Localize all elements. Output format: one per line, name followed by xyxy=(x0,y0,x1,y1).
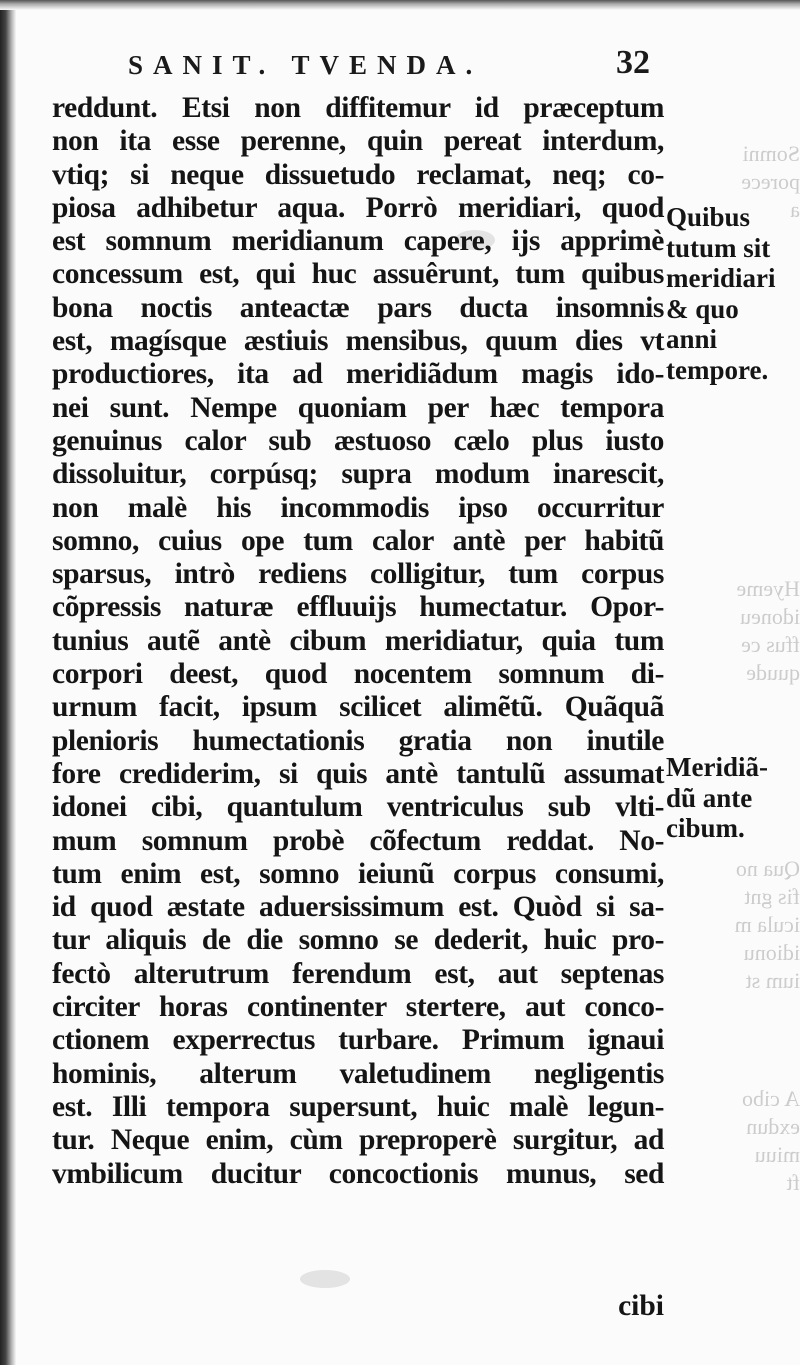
text-line: cõpressis naturæ effluuijs humectatur. Opor- xyxy=(52,591,664,624)
text-line: id quod æstate aduersissimum est. Quòd si sa- xyxy=(52,891,664,924)
bleed-through-text: A cibo exdun miuu ft xyxy=(741,1086,800,1195)
text-line: corpori deest, quod nocentem somnum di- xyxy=(52,658,664,691)
bleed-through-text: Somni porece a xyxy=(741,141,800,222)
text-line: piosa adhibetur aqua. Porrò meridiari, quod xyxy=(52,191,664,224)
text-line: tur aliquis de die somno se dederit, huic pro- xyxy=(52,924,664,957)
text-line: nei sunt. Nempe quoniam per hæc tempora xyxy=(52,391,664,424)
text-line: genuinus calor sub æstuoso cælo plus iusto xyxy=(52,424,664,457)
text-line: tunius autẽ antè cibum meridiatur, quia tum xyxy=(52,624,664,657)
marginal-note-line: & quo xyxy=(666,293,739,324)
text-line: sparsus, intrò rediens colligitur, tum corpus xyxy=(52,558,664,591)
text-line: somno, cuius ope tum calor antè per habitũ xyxy=(52,524,664,557)
text-line: vmbilicum ducitur concoctionis munus, sed xyxy=(52,1157,664,1190)
text-line: urnum facit, ipsum scilicet alimẽtũ. Quãquã xyxy=(52,691,664,724)
text-line: tum enim est, somno ieiunũ corpus consumi, xyxy=(52,857,664,890)
marginal-note-line: meridiari xyxy=(666,263,776,293)
binding-shadow xyxy=(0,0,16,1365)
text-line: tur. Neque enim, cùm preproperè surgitur, ad xyxy=(52,1124,664,1157)
text-line: bona noctis anteactæ pars ducta insomnis xyxy=(52,291,664,324)
text-line: est somnum meridianum capere, ijs apprimè xyxy=(52,225,664,258)
marginal-note-line: tutum sit xyxy=(666,232,771,263)
text-line: non ita esse perenne, quin pereat interdum, xyxy=(52,125,664,158)
running-head: SANIT. TVENDA. xyxy=(128,50,483,80)
marginal-note-line: Quibus xyxy=(666,202,751,232)
text-line: fectò alterutrum ferendum est, aut septenas xyxy=(52,957,664,990)
text-line: dissoluitur, corpúsq; supra modum inarescit, xyxy=(52,458,664,491)
text-line: vtiq; si neque dissuetudo reclamat, neq; co- xyxy=(52,158,664,191)
text-line: hominis, alterum valetudinem negligentis xyxy=(52,1057,664,1090)
text-line: mum somnum probè cõfectum reddat. No- xyxy=(52,824,664,857)
marginal-note xyxy=(666,752,800,844)
text-line: reddunt. Etsi non diffitemur id præceptum xyxy=(52,92,664,124)
bleed-through-text: Hyeme idoneu ffus ce quude xyxy=(736,576,800,685)
text-line: est. Illi tempora supersunt, huic malè legun- xyxy=(52,1090,664,1123)
text-line: plenioris humectationis gratia non inutile xyxy=(52,724,664,757)
text-line: fore crediderim, si quis antè tantulũ assumat xyxy=(52,757,664,790)
marginal-note-line: cibum. xyxy=(666,813,745,843)
catchword: cibi xyxy=(618,1290,664,1322)
body-text xyxy=(52,92,664,1191)
text-line: non malè his incommodis ipso occurritur xyxy=(52,491,664,524)
paper-stain xyxy=(300,1270,350,1288)
marginal-note-line: dũ ante xyxy=(666,782,753,813)
page-number: 32 xyxy=(616,44,650,81)
text-line: circiter horas continenter stertere, aut conco- xyxy=(52,991,664,1024)
marginal-note-line: anni xyxy=(666,324,718,354)
text-line: idonei cibi, quantulum ventriculus sub vlti- xyxy=(52,791,664,824)
top-edge-shadow xyxy=(0,0,800,10)
text-line: est, magísque æstiuis mensibus, quum dies vt xyxy=(52,325,664,358)
text-line: productiores, ita ad meridiãdum magis ido- xyxy=(52,358,664,391)
text-line: ctionem experrectus turbare. Primum ignaui xyxy=(52,1024,664,1057)
page-header xyxy=(120,44,650,88)
text-line: concessum est, qui huc assuêrunt, tum quibus xyxy=(52,258,664,291)
bleed-through-text: Qua no fis gnt icula m idionu ium st xyxy=(734,856,800,993)
marginal-note xyxy=(666,202,800,385)
marginal-note-line: Meridiã- xyxy=(666,752,768,782)
marginal-note-line: tempore. xyxy=(666,354,769,385)
